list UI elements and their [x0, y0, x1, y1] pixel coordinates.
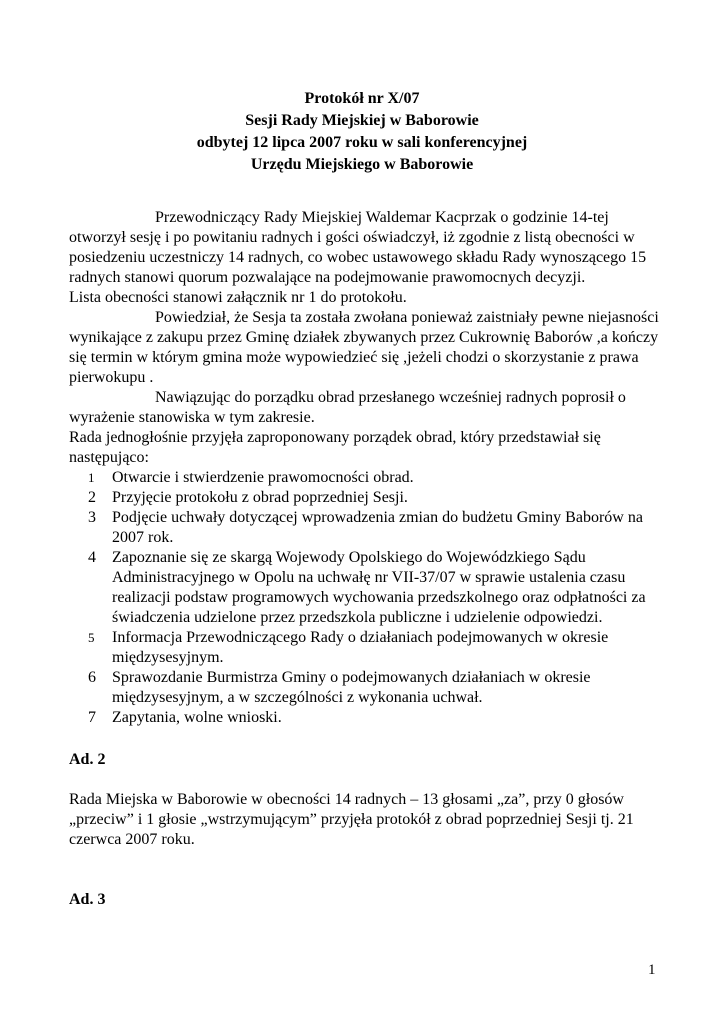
paragraph-ad-2: Rada Miejska w Baborowie w obecności 14 radnych – 13 głosami „za”, przy 0 głosów „przeciw” i 1 głosie „wstrzymującym” przyjęła protokół z obrad poprzedniej Sesji tj. 21 czerwca 2007 roku.: [69, 791, 634, 848]
agenda-item-text: Otwarcie i stwierdzenie prawomocności obrad.: [112, 469, 414, 486]
agenda-item-text: Informacja Przewodniczącego Rady o działaniach podejmowanych w okresie międzysesyjnym.: [112, 629, 609, 666]
header-date-location: odbytej 12 lipca 2007 roku w sali konferencyjnej: [196, 134, 528, 151]
section-heading-ad-2: Ad. 2: [69, 751, 106, 768]
agenda-item-text: Przyjęcie protokołu z obrad poprzedniej Sesji.: [112, 489, 408, 506]
paragraph-session-reason: Powiedział, że Sesja ta została zwołana ponieważ zaistniały pewne niejasności wynikające z zakupu przez Gminę działek zbywanych przez Cukrownię Baborów ,a kończy się termin w którym gmina może wypowiedzieć się ,jeżeli chodzi o skorzystanie z prawa pierwokupu .: [69, 309, 659, 386]
agenda-item: [69, 488, 659, 508]
header-session: Sesji Rady Miejskiej w Baborowie: [245, 112, 479, 129]
paragraph-attendance-list: Lista obecności stanowi załącznik nr 1 do protokołu.: [69, 289, 407, 306]
agenda-item: [69, 468, 659, 488]
agenda-item-number: 4: [88, 549, 96, 566]
agenda-item-number: 5: [88, 630, 95, 645]
agenda-item-number: 2: [88, 489, 96, 506]
paragraph-agenda-request: Nawiązując do porządku obrad przesłanego wcześniej radnych poprosił o wyrażenie stanowiska w tym zakresie.: [69, 389, 626, 426]
agenda-item-number: 6: [88, 669, 96, 686]
header-office: Urzędu Miejskiego w Baborowie: [250, 156, 474, 173]
agenda-item-text: Podjęcie uchwały dotyczącej wprowadzenia zmian do budżetu Gminy Baborów na 2007 rok.: [112, 509, 643, 546]
document-header: [0, 88, 724, 176]
agenda-item: [69, 628, 659, 668]
agenda-item-text: Zapoznanie się ze skargą Wojewody Opolskiego do Wojewódzkiego Sądu Administracyjnego w Opolu na uchwałę nr VII-37/07 w sprawie ustalenia czasu realizacji podstaw programowych wychowania przedszkolnego oraz odpłatności za świadczenia udzielone przez przedszkola publiczne i udzielenie odpowiedzi.: [112, 549, 646, 626]
page-number: 1: [648, 962, 656, 978]
agenda-item: [69, 668, 659, 708]
paragraph-opening: Przewodniczący Rady Miejskiej Waldemar Kacprzak o godzinie 14-tej otworzył sesję i po powitaniu radnych i gości oświadczył, iż zgodnie z listą obecności w posiedzeniu uczestniczy 14 radnych, co wobec ustawowego składu Rady wynoszącego 15 radnych stanowi quorum pozwalające na podejmowanie prawomocnych decyzji.: [69, 209, 647, 286]
document-body: [69, 208, 659, 910]
section-heading-ad-3: Ad. 3: [69, 891, 106, 908]
agenda-item: [69, 548, 659, 628]
agenda-item-number: 3: [88, 509, 96, 526]
agenda-item-text: Zapytania, wolne wnioski.: [112, 709, 282, 726]
agenda-list: [69, 468, 659, 728]
agenda-item-number: 7: [88, 709, 96, 726]
agenda-item-text: Sprawozdanie Burmistrza Gminy o podejmowanych działaniach w okresie międzysesyjnym, a w szczególności z wykonania uchwał.: [112, 669, 591, 706]
header-title: Protokół nr X/07: [304, 90, 420, 107]
agenda-item-number: 1: [88, 470, 95, 485]
agenda-item: [69, 708, 659, 728]
paragraph-agenda-intro: Rada jednogłośnie przyjęła zaproponowany porządek obrad, który przedstawiał się następująco:: [69, 429, 601, 466]
agenda-item: [69, 508, 659, 548]
